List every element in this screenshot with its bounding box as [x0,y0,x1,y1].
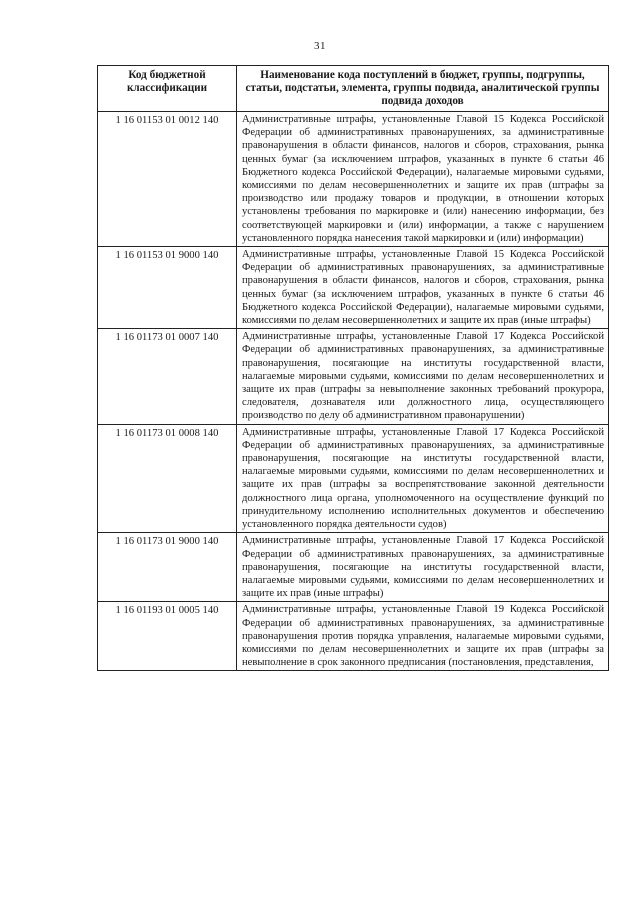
table-row [98,533,609,602]
row-name: Административные штрафы, установленные Главой 15 Кодекса Российской Федерации об административных правонарушениях, за административные правонарушения в области финансов, налогов и сборов, страхования, рынка ценных бумаг (за исключением штрафов, указанных в пункте 6 статьи 46 Бюджетного кодекса Российской Федерации), налагаемые мировыми судьями, комиссиями по делам несовершеннолетних и защите их прав (штрафы за производство или продажу товаров и продукции, в отношении которых установлены требования по маркировке и (или) нанесению информации, без соответствующей маркировки и (или) информации, а также с нарушением установленного порядка нанесения такой маркировки и (или) информации) [237,112,609,247]
table-header-row [98,66,609,112]
page-number: 31 [314,40,326,52]
row-code: 1 16 01173 01 0008 140 [98,424,237,533]
table-row [98,247,609,329]
table-row [98,112,609,247]
row-code: 1 16 01173 01 0007 140 [98,329,237,424]
row-name: Административные штрафы, установленные Главой 19 Кодекса Российской Федерации об административных правонарушениях, за административные правонарушения против порядка управления, налагаемые мировыми судьями, комиссиями по делам несовершеннолетних и защите их прав (штрафы за невыполнение в срок законного предписания (постановления, представления, [237,602,609,671]
table-row [98,424,609,533]
row-code: 1 16 01193 01 0005 140 [98,602,237,671]
header-name: Наименование кода поступлений в бюджет, группы, подгруппы, статьи, подстатьи, элемента, группы подвида, аналитической группы подвида доходов [237,66,609,112]
table-row [98,602,609,671]
budget-classification-table [97,65,609,671]
row-name: Административные штрафы, установленные Главой 17 Кодекса Российской Федерации об административных правонарушениях, за административные правонарушения, посягающие на институты государственной власти, налагаемые мировыми судьями, комиссиями по делам несовершеннолетних и защите их прав (штрафы за воспрепятствование законной деятельности должностного лица органа, уполномоченного на осуществление функций по принудительному исполнению исполнительных документов и обеспечению установленного порядка деятельности судов) [237,424,609,533]
table-row [98,329,609,424]
row-code: 1 16 01173 01 9000 140 [98,533,237,602]
row-name: Административные штрафы, установленные Главой 17 Кодекса Российской Федерации об административных правонарушениях, за административные правонарушения, посягающие на институты государственной власти, налагаемые мировыми судьями, комиссиями по делам несовершеннолетних и защите их прав (штрафы за невыполнение законных требований прокурора, следователя, дознавателя или должностного лица, осуществляющего производство по делу об административном правонарушении) [237,329,609,424]
row-code: 1 16 01153 01 9000 140 [98,247,237,329]
row-name: Административные штрафы, установленные Главой 15 Кодекса Российской Федерации об административных правонарушениях, за административные правонарушения в области финансов, налогов и сборов, страхования, рынка ценных бумаг (за исключением штрафов, указанных в пункте 6 статьи 46 Бюджетного кодекса Российской Федерации), налагаемые мировыми судьями, комиссиями по делам несовершеннолетних и защите их прав (иные штрафы) [237,247,609,329]
row-code: 1 16 01153 01 0012 140 [98,112,237,247]
row-name: Административные штрафы, установленные Главой 17 Кодекса Российской Федерации об административных правонарушениях, за административные правонарушения, посягающие на институты государственной власти, налагаемые мировыми судьями, комиссиями по делам несовершеннолетних и защите их прав (иные штрафы) [237,533,609,602]
header-code: Код бюджетной классификации [98,66,237,112]
